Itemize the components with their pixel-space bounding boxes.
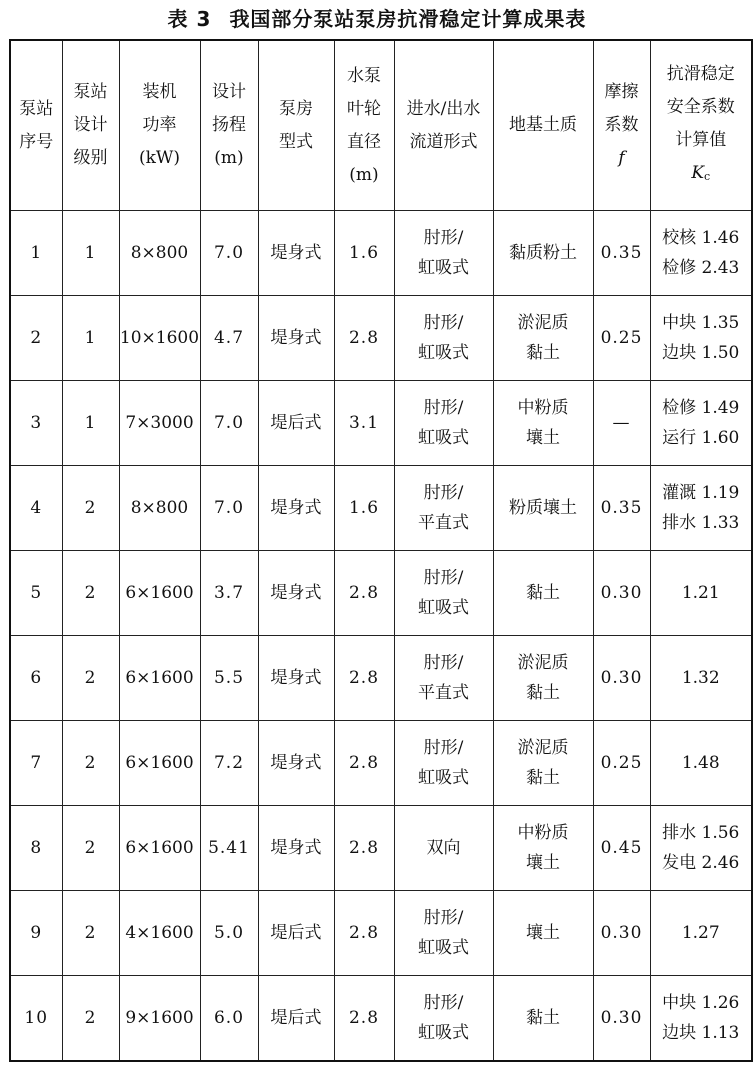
cell-installed-power: 7×3000 [119, 381, 200, 466]
cell-line: 平直式 [418, 683, 469, 703]
cell-foundation-soil [493, 551, 593, 636]
header-line: 水泵 [347, 65, 381, 86]
cell-safety-factor [650, 721, 752, 806]
cell-installed-power: 6×1600 [119, 636, 200, 721]
cell-line: 淤泥质 [517, 653, 569, 673]
header-line: (m) [349, 164, 379, 185]
cell-station-no: 4 [10, 466, 62, 551]
cell-line: 肘形/ [423, 313, 464, 333]
cell-line: 黏土 [526, 1008, 560, 1028]
cell-friction-coeff: 0.30 [593, 976, 650, 1062]
cell-line: 1.27 [681, 923, 720, 943]
cell-friction-coeff: — [593, 381, 650, 466]
cell-line: 排水 1.33 [662, 513, 740, 533]
cell-foundation-soil [493, 381, 593, 466]
cell-installed-power: 6×1600 [119, 806, 200, 891]
cell-foundation-soil [493, 636, 593, 721]
cell-impeller-diameter: 1.6 [334, 211, 394, 296]
cell-design-grade: 1 [62, 211, 119, 296]
cell-flow-channel-type [394, 466, 493, 551]
cell-pump-house-type: 堤后式 [258, 976, 334, 1062]
table-row [10, 211, 752, 296]
header-line: 抗滑稳定 [666, 64, 735, 84]
cell-installed-power: 8×800 [119, 211, 200, 296]
cell-line: 肘形/ [423, 398, 464, 418]
cell-flow-channel-type [394, 296, 493, 381]
header-line: 级别 [73, 148, 108, 168]
cell-pump-house-type: 堤身式 [258, 806, 334, 891]
cell-pump-house-type: 堤身式 [258, 551, 334, 636]
table-row [10, 976, 752, 1062]
cell-impeller-diameter: 2.8 [334, 891, 394, 976]
cell-line: 灌溉 1.19 [662, 483, 740, 503]
cell-line: 运行 1.60 [662, 428, 740, 448]
cell-design-grade: 2 [62, 806, 119, 891]
cell-friction-coeff: 0.25 [593, 296, 650, 381]
header-line: 安全系数 [666, 97, 735, 117]
table-row [10, 721, 752, 806]
cell-design-head: 7.0 [200, 211, 258, 296]
cell-friction-coeff: 0.35 [593, 211, 650, 296]
cell-design-grade: 2 [62, 976, 119, 1062]
cell-line: 中块 1.35 [662, 313, 740, 333]
cell-flow-channel-type [394, 551, 493, 636]
header-row [10, 40, 752, 211]
header-symbol [594, 142, 650, 175]
cell-safety-factor [650, 551, 752, 636]
table-title [0, 4, 754, 34]
cell-line: 肘形/ [423, 568, 464, 588]
cell-design-grade: 2 [62, 466, 119, 551]
cell-line: 黏土 [526, 343, 560, 363]
cell-line: 虹吸式 [418, 768, 469, 788]
cell-line: 虹吸式 [418, 343, 469, 363]
header-design-grade [62, 40, 119, 211]
cell-impeller-diameter: 3.1 [334, 381, 394, 466]
cell-design-grade: 2 [62, 891, 119, 976]
header-line: 序号 [19, 131, 54, 152]
cell-station-no: 5 [10, 551, 62, 636]
header-line: 泵站 [19, 98, 54, 119]
cell-flow-channel-type [394, 381, 493, 466]
header-pump-house-type [258, 40, 334, 211]
cell-station-no: 6 [10, 636, 62, 721]
cell-foundation-soil [493, 296, 593, 381]
header-line: 直径 [347, 131, 381, 152]
header-design-head [200, 40, 258, 211]
header-line: 设计 [212, 82, 246, 102]
cell-pump-house-type: 堤身式 [258, 636, 334, 721]
cell-foundation-soil [493, 721, 593, 806]
table-number: 表 3 [167, 7, 212, 31]
cell-line: 壤土 [526, 428, 560, 448]
cell-design-head: 6.0 [200, 976, 258, 1062]
cell-safety-factor [650, 466, 752, 551]
cell-line: 黏土 [526, 768, 560, 788]
cell-safety-factor [650, 976, 752, 1062]
cell-foundation-soil [493, 891, 593, 976]
cell-line: 边块 1.50 [662, 343, 740, 363]
cell-installed-power: 8×800 [119, 466, 200, 551]
cell-flow-channel-type [394, 636, 493, 721]
cell-line: 1.21 [681, 583, 720, 603]
cell-line: 虹吸式 [418, 258, 469, 278]
cell-installed-power: 6×1600 [119, 551, 200, 636]
header-line: 系数 [604, 115, 639, 135]
cell-line: 虹吸式 [418, 1023, 469, 1043]
header-line: 泵站 [73, 82, 108, 102]
cell-line: 黏土 [526, 583, 560, 603]
header-line: 叶轮 [347, 98, 381, 119]
cell-line: 中粉质 [517, 398, 569, 418]
cell-design-head: 4.7 [200, 296, 258, 381]
table-row [10, 891, 752, 976]
cell-line: 壤土 [526, 853, 560, 873]
cell-station-no: 10 [10, 976, 62, 1062]
cell-pump-house-type: 堤身式 [258, 721, 334, 806]
cell-friction-coeff: 0.30 [593, 636, 650, 721]
header-impeller-diameter [334, 40, 394, 211]
cell-safety-factor [650, 806, 752, 891]
cell-pump-house-type: 堤后式 [258, 381, 334, 466]
header-line: 泵房 [279, 98, 313, 119]
cell-impeller-diameter: 2.8 [334, 551, 394, 636]
header-line: (kW) [138, 148, 181, 168]
table-row [10, 296, 752, 381]
cell-line: 中块 1.26 [662, 993, 740, 1013]
cell-safety-factor [650, 211, 752, 296]
cell-impeller-diameter: 2.8 [334, 636, 394, 721]
cell-line: 平直式 [418, 513, 469, 533]
cell-impeller-diameter: 2.8 [334, 976, 394, 1062]
cell-design-grade: 1 [62, 296, 119, 381]
cell-flow-channel-type [394, 976, 493, 1062]
cell-design-head: 7.0 [200, 466, 258, 551]
header-installed-power [119, 40, 200, 211]
cell-foundation-soil [493, 211, 593, 296]
cell-installed-power: 6×1600 [119, 721, 200, 806]
cell-line: 肘形/ [423, 228, 464, 248]
cell-line: 1.32 [681, 668, 720, 688]
cell-pump-house-type: 堤身式 [258, 466, 334, 551]
cell-installed-power: 4×1600 [119, 891, 200, 976]
pump-station-table [9, 39, 753, 1062]
cell-design-head: 5.0 [200, 891, 258, 976]
header-line: 扬程 [212, 115, 246, 135]
header-line: 功率 [142, 115, 177, 135]
header-station-no [10, 40, 62, 211]
cell-station-no: 1 [10, 211, 62, 296]
cell-impeller-diameter: 2.8 [334, 296, 394, 381]
cell-flow-channel-type [394, 211, 493, 296]
cell-line: 淤泥质 [517, 738, 569, 758]
cell-design-head: 7.2 [200, 721, 258, 806]
cell-friction-coeff: 0.45 [593, 806, 650, 891]
cell-flow-channel-type [394, 891, 493, 976]
cell-station-no: 9 [10, 891, 62, 976]
cell-line: 双向 [426, 838, 461, 858]
cell-line: 检修 1.49 [662, 398, 740, 418]
header-line: 设计 [73, 115, 108, 135]
cell-friction-coeff: 0.30 [593, 891, 650, 976]
header-line: 摩擦 [604, 82, 639, 102]
cell-design-grade: 2 [62, 551, 119, 636]
cell-line: 边块 1.13 [662, 1023, 740, 1043]
cell-line: 壤土 [526, 923, 560, 943]
cell-line: 虹吸式 [418, 428, 469, 448]
cell-line: 肘形/ [423, 483, 464, 503]
header-line: 进水/出水 [406, 98, 481, 119]
header-line: 型式 [279, 131, 313, 152]
cell-pump-house-type: 堤身式 [258, 211, 334, 296]
table-body [10, 211, 752, 1062]
header-line: (m) [214, 148, 244, 168]
table-row [10, 806, 752, 891]
header-foundation-soil [493, 40, 593, 211]
cell-line: 粉质壤土 [509, 498, 577, 518]
table-row [10, 381, 752, 466]
table-row [10, 551, 752, 636]
cell-friction-coeff: 0.30 [593, 551, 650, 636]
symbol-letter: f [618, 148, 625, 168]
cell-friction-coeff: 0.35 [593, 466, 650, 551]
cell-impeller-diameter: 2.8 [334, 721, 394, 806]
cell-line: 发电 2.46 [662, 853, 740, 873]
cell-flow-channel-type [394, 721, 493, 806]
cell-foundation-soil [493, 806, 593, 891]
cell-friction-coeff: 0.25 [593, 721, 650, 806]
cell-safety-factor [650, 891, 752, 976]
cell-design-head: 7.0 [200, 381, 258, 466]
header-safety-factor [650, 40, 752, 211]
table-row [10, 466, 752, 551]
cell-safety-factor [650, 636, 752, 721]
cell-station-no: 2 [10, 296, 62, 381]
cell-line: 肘形/ [423, 993, 464, 1013]
cell-design-head: 5.5 [200, 636, 258, 721]
cell-line: 中粉质 [517, 823, 569, 843]
header-line: 装机 [142, 82, 177, 102]
cell-line: 淤泥质 [517, 313, 569, 333]
cell-station-no: 7 [10, 721, 62, 806]
cell-line: 黏质粉土 [509, 243, 577, 263]
cell-design-head: 5.41 [200, 806, 258, 891]
cell-line: 1.48 [681, 753, 720, 773]
header-line: 地基土质 [509, 115, 577, 135]
cell-line: 肘形/ [423, 653, 464, 673]
cell-impeller-diameter: 1.6 [334, 466, 394, 551]
cell-pump-house-type: 堤后式 [258, 891, 334, 976]
cell-design-head: 3.7 [200, 551, 258, 636]
cell-line: 检修 2.43 [662, 258, 740, 278]
table-row [10, 636, 752, 721]
header-line: 计算值 [675, 130, 727, 150]
cell-line: 黏土 [526, 683, 560, 703]
cell-safety-factor [650, 381, 752, 466]
cell-safety-factor [650, 296, 752, 381]
cell-design-grade: 2 [62, 721, 119, 806]
table-caption: 我国部分泵站泵房抗滑稳定计算成果表 [229, 7, 587, 31]
cell-line: 肘形/ [423, 908, 464, 928]
cell-installed-power: 9×1600 [119, 976, 200, 1062]
cell-foundation-soil [493, 466, 593, 551]
cell-station-no: 8 [10, 806, 62, 891]
header-friction-coeff [593, 40, 650, 211]
symbol-letter: K [691, 163, 705, 183]
header-flow-channel-type [394, 40, 493, 211]
header-symbol [651, 157, 752, 193]
symbol-subscript: c [704, 170, 711, 183]
cell-station-no: 3 [10, 381, 62, 466]
cell-line: 肘形/ [423, 738, 464, 758]
cell-impeller-diameter: 2.8 [334, 806, 394, 891]
cell-flow-channel-type [394, 806, 493, 891]
cell-design-grade: 2 [62, 636, 119, 721]
cell-line: 排水 1.56 [662, 823, 740, 843]
cell-installed-power: 10×1600 [119, 296, 200, 381]
cell-foundation-soil [493, 976, 593, 1062]
header-line: 流道形式 [409, 131, 478, 152]
cell-design-grade: 1 [62, 381, 119, 466]
cell-line: 虹吸式 [418, 938, 469, 958]
cell-pump-house-type: 堤身式 [258, 296, 334, 381]
cell-line: 校核 1.46 [662, 228, 740, 248]
cell-line: 虹吸式 [418, 598, 469, 618]
